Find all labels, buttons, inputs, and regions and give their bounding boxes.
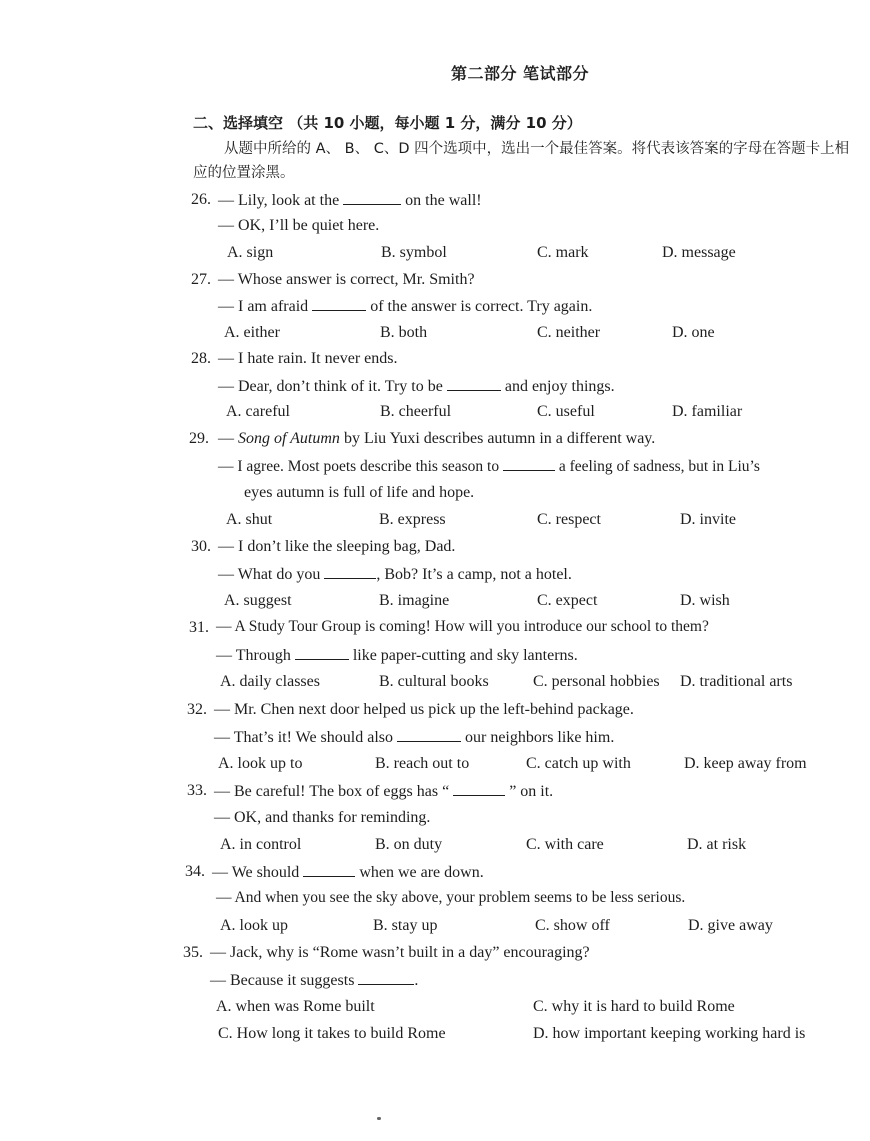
question-text: a feeling of sadness, but in Liu’s [558, 458, 760, 475]
option-a: A. daily classes [220, 673, 320, 690]
question-number: 29. [189, 430, 209, 447]
section-instructions: 从题中所给的 A、 B、 C、D 四个选项中，选出一个最佳答案。将代表该答案的字母在答题卡上相应的位置涂黑。 [193, 141, 850, 181]
question-text: — Dear, don’t think of it. Try to be [218, 378, 443, 395]
option-d: D. how important keeping working hard is [533, 1025, 806, 1042]
question-number: 27. [191, 271, 211, 288]
question-line-1: — I hate rain. It never ends. [218, 350, 398, 367]
question-line-1 [218, 190, 482, 210]
option-c: C. respect [537, 511, 601, 528]
question-line-2 [210, 970, 418, 990]
question-line-1: — A Study Tour Group is coming! How will you introduce our school to them? [216, 618, 709, 635]
question-text: like paper-cutting and sky lanterns. [352, 647, 578, 664]
answer-blank [503, 456, 555, 471]
option-c: C. useful [537, 403, 595, 420]
answer-blank [303, 862, 355, 877]
option-d: D. keep away from [684, 755, 807, 772]
option-c: C. personal hobbies [533, 673, 660, 690]
question-line-1 [212, 862, 484, 882]
answer-blank [312, 296, 366, 311]
option-c: C. with care [526, 836, 604, 853]
section-heading: 二、选择填空 （共 10 小题，每小题 1 分，满分 10 分） [193, 114, 582, 132]
question-number: 33. [187, 782, 207, 799]
question-number: 30. [191, 538, 211, 555]
option-c: C. mark [537, 244, 589, 261]
question-text: . [414, 972, 419, 989]
option-a: A. in control [220, 836, 302, 853]
option-c: C. expect [537, 592, 598, 609]
option-d: D. wish [680, 592, 730, 609]
option-d: D. familiar [672, 403, 743, 420]
question-text: — [218, 430, 234, 447]
question-line-2 [218, 376, 615, 396]
option-c: C. show off [535, 917, 610, 934]
option-a: A. when was Rome built [216, 998, 375, 1015]
question-line-1 [214, 781, 553, 801]
question-number: 26. [191, 191, 211, 208]
question-text: of the answer is correct. Try again. [370, 298, 593, 315]
question-line-2: — OK, I’ll be quiet here. [218, 217, 380, 234]
option-b: B. symbol [381, 244, 447, 261]
option-d: D. traditional arts [680, 673, 793, 690]
question-number: 28. [191, 350, 211, 367]
question-line-1: — Jack, why is “Rome wasn’t built in a day” encouraging? [210, 944, 590, 961]
question-number: 31. [189, 619, 209, 636]
option-b: B. cheerful [380, 403, 452, 420]
question-text: — Lily, look at the [218, 192, 340, 209]
option-b: B. on duty [375, 836, 443, 853]
question-number: 32. [187, 701, 207, 718]
question-text: — I agree. Most poets describe this season to [218, 458, 500, 475]
option-b: B. stay up [373, 917, 438, 934]
option-d: D. message [662, 244, 736, 261]
question-line-1 [218, 429, 655, 448]
question-line-1: — Whose answer is correct, Mr. Smith? [218, 271, 475, 288]
question-text: — That’s it! We should also [214, 729, 393, 746]
option-a: A. suggest [224, 592, 292, 609]
option-a: A. either [224, 324, 280, 341]
question-text: , Bob? It’s a camp, not a hotel. [376, 566, 572, 583]
option-b: B. express [379, 511, 446, 528]
question-line-2 [214, 727, 614, 747]
scan-speck [377, 1117, 381, 1120]
question-line-2 [218, 564, 572, 584]
question-text: — Through [216, 647, 291, 664]
question-line-2 [218, 296, 592, 316]
question-text: — Be careful! The box of eggs has “ [214, 783, 450, 800]
question-text: — Because it suggests [210, 972, 355, 989]
question-number: 35. [183, 944, 203, 961]
question-line-3: eyes autumn is full of life and hope. [244, 484, 475, 501]
question-line-2 [218, 456, 760, 477]
option-c: C. How long it takes to build Rome [218, 1025, 446, 1042]
option-d: D. give away [688, 917, 773, 934]
option-b: B. imagine [379, 592, 450, 609]
question-text: ” on it. [509, 783, 554, 800]
answer-blank [453, 781, 505, 796]
question-line-2: — OK, and thanks for reminding. [214, 809, 431, 826]
answer-blank [324, 564, 376, 579]
answer-blank [397, 727, 461, 742]
option-b: C. why it is hard to build Rome [533, 998, 735, 1015]
option-a: A. sign [227, 244, 274, 261]
question-number: 34. [185, 863, 205, 880]
question-line-1: — Mr. Chen next door helped us pick up the left-behind package. [214, 701, 634, 718]
answer-blank [295, 645, 349, 660]
part-title: 第二部分 笔试部分 [450, 64, 590, 83]
option-a: A. shut [226, 511, 273, 528]
question-text: by Liu Yuxi describes autumn in a different way. [343, 430, 656, 447]
option-d: D. one [672, 324, 715, 341]
option-d: D. at risk [687, 836, 747, 853]
question-text: on the wall! [405, 192, 482, 209]
option-a: A. look up [220, 917, 288, 934]
option-c: C. catch up with [526, 755, 631, 772]
question-text: and enjoy things. [504, 378, 615, 395]
answer-blank [447, 376, 501, 391]
option-b: B. cultural books [379, 673, 489, 690]
question-text: — What do you [218, 566, 321, 583]
option-a: A. careful [226, 403, 290, 420]
question-line-2 [216, 645, 578, 665]
option-b: B. reach out to [375, 755, 470, 772]
poem-title: Song of Autumn [238, 430, 340, 447]
option-b: B. both [380, 324, 428, 341]
option-d: D. invite [680, 511, 736, 528]
question-text: when we are down. [359, 864, 484, 881]
question-text: — We should [212, 864, 300, 881]
question-line-1: — I don’t like the sleeping bag, Dad. [218, 538, 456, 555]
question-text: our neighbors like him. [465, 729, 615, 746]
answer-blank [343, 190, 401, 205]
question-text: — I am afraid [218, 298, 309, 315]
question-line-2: — And when you see the sky above, your problem seems to be less serious. [216, 889, 686, 906]
option-c: C. neither [537, 324, 601, 341]
answer-blank [358, 970, 414, 985]
option-a: A. look up to [218, 755, 303, 772]
